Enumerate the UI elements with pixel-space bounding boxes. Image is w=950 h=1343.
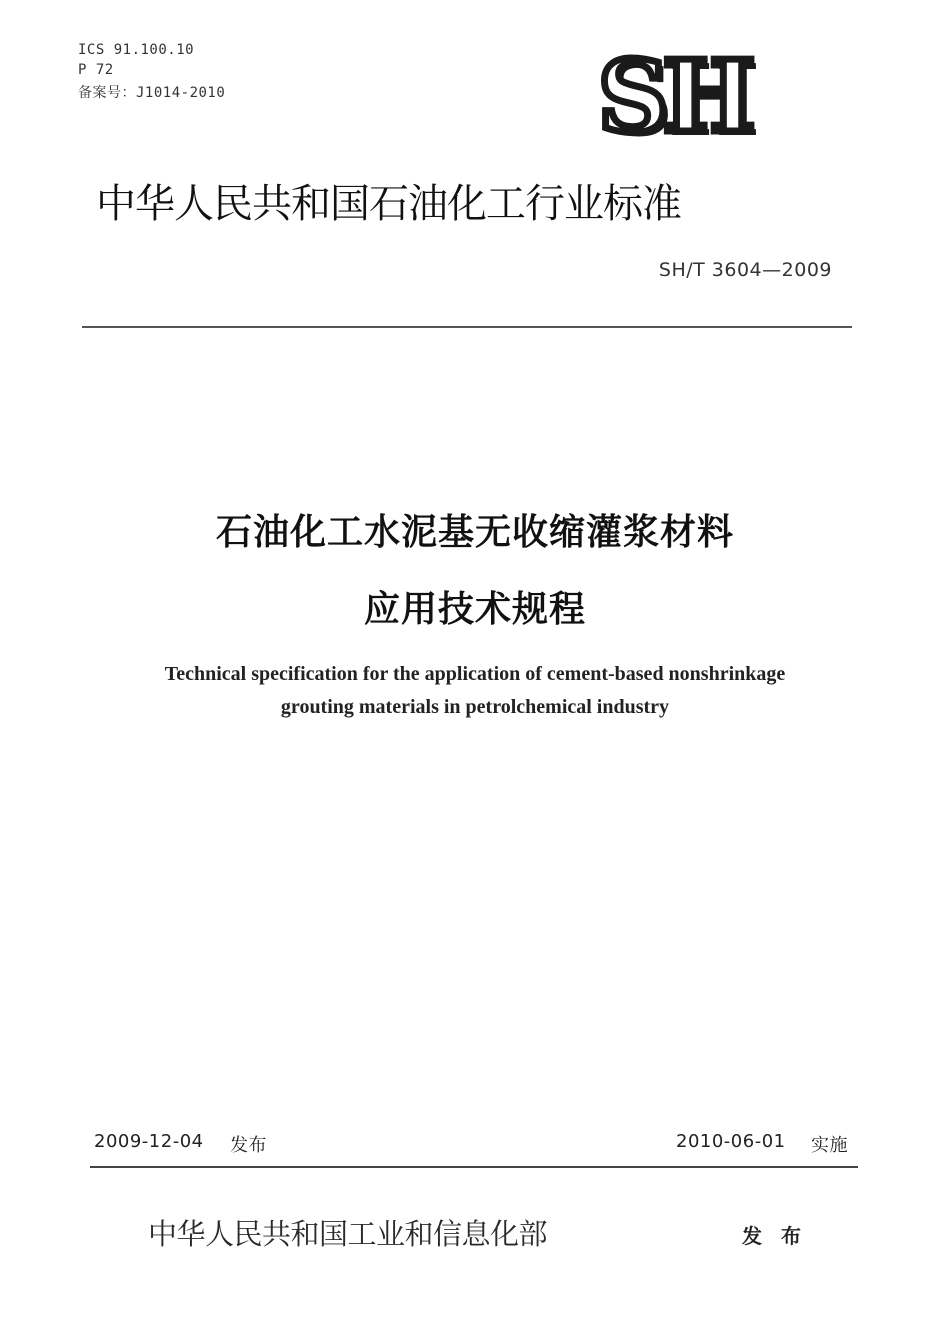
title-zh-line2: 应用技术规程 <box>363 589 586 630</box>
ics-code: ICS 91.100.10 <box>78 42 195 58</box>
standard-code: SH/T 3604—2009 <box>658 259 832 281</box>
filing-number: 备案号：J1014-2010 <box>78 85 226 101</box>
bottom-divider <box>90 1166 858 1168</box>
title-en-line1: Technical specification for the application of cement-based nonshrinkage <box>164 663 786 685</box>
publish-label: 发布 <box>230 1135 267 1156</box>
issuing-authority: 中华人民共和国工业和信息化部 <box>148 1217 548 1251</box>
issue-label: 发 布 <box>742 1224 807 1248</box>
title-zh-line1: 石油化工水泥基无收缩灌浆材料 <box>215 512 734 553</box>
standard-type: 中华人民共和国石油化工行业标准 <box>96 181 681 227</box>
category-code: P 72 <box>78 62 114 78</box>
implement-label: 实施 <box>811 1135 848 1156</box>
title-en-line2: grouting materials in petrolchemical industry <box>280 696 670 718</box>
sh-logo: SH <box>598 40 750 155</box>
implement-date: 2010-06-01 <box>676 1131 786 1152</box>
top-divider <box>82 326 852 328</box>
publish-date: 2009-12-04 <box>94 1131 204 1152</box>
